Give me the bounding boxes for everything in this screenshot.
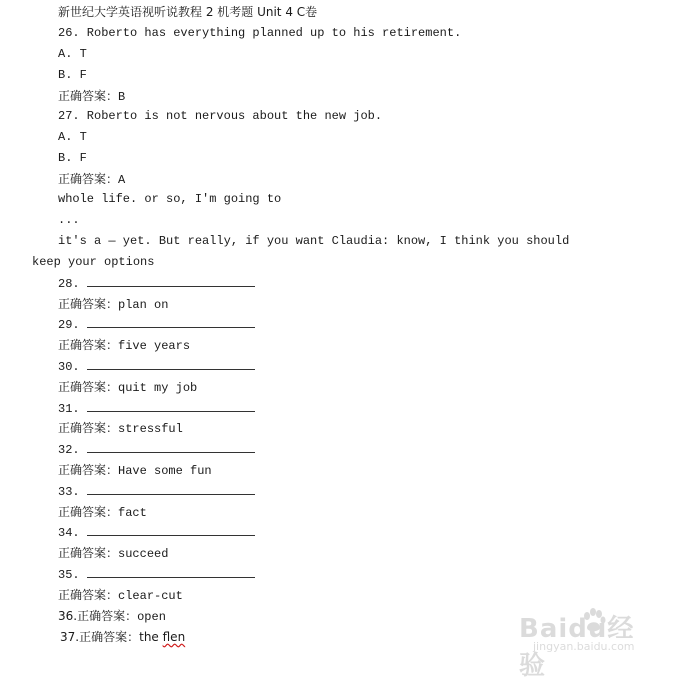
- misspelled-word: flen: [162, 630, 186, 644]
- blank-28-answer: [58, 296, 168, 312]
- question-26-option-a: A. T: [58, 47, 87, 61]
- answer-label: 正确答案: [58, 505, 107, 519]
- blank-line: [87, 483, 255, 495]
- blank-number: 30.: [58, 360, 80, 374]
- blank-line: [87, 400, 255, 412]
- baidu-jingyan-watermark: [519, 606, 659, 681]
- question-27-answer: [58, 171, 125, 187]
- question-36-answer: [58, 608, 166, 624]
- blank-number: 29.: [58, 318, 80, 332]
- answer-value: ：open: [125, 610, 166, 624]
- blank-number: 33.: [58, 485, 80, 499]
- question-26-text: 26. Roberto has everything planned up to his retirement.: [58, 26, 462, 40]
- blank-line: [87, 524, 255, 536]
- answer-value: ：Have some fun: [106, 464, 212, 478]
- paw-icon: [581, 608, 607, 634]
- blank-29: [58, 316, 255, 332]
- blank-35: [58, 566, 255, 582]
- question-26-option-b: B. F: [58, 68, 87, 82]
- answer-label: 正确答案: [77, 609, 126, 623]
- answer-label: 正确答案: [79, 630, 128, 644]
- answer-value: ：plan on: [106, 298, 169, 312]
- blank-number: 28.: [58, 277, 80, 291]
- question-number: 36.: [58, 609, 78, 623]
- answer-value: ：A: [106, 173, 126, 187]
- answer-label: 正确答案: [58, 89, 107, 103]
- answer-label: 正确答案: [58, 463, 107, 477]
- question-27-text: 27. Roberto is not nervous about the new job.: [58, 109, 383, 123]
- blank-line: [87, 316, 255, 328]
- passage-line-3: keep your options: [32, 255, 155, 269]
- blank-33-answer: [58, 504, 147, 520]
- blank-35-answer: [58, 587, 183, 603]
- question-27-option-b: B. F: [58, 151, 87, 165]
- answer-label: 正确答案: [58, 380, 107, 394]
- blank-line: [87, 566, 255, 578]
- passage-line-1: whole life. or so, I'm going to: [58, 192, 282, 206]
- answer-value: ：clear-cut: [106, 589, 183, 603]
- blank-31: [58, 400, 255, 416]
- blank-29-answer: [58, 337, 190, 353]
- answer-value: ：fact: [106, 506, 147, 520]
- question-number: 37.: [60, 630, 80, 644]
- answer-value: ：quit my job: [106, 381, 198, 395]
- question-26-answer: [58, 88, 125, 104]
- document-title: 新世纪大学英语视听说教程 2 机考题 Unit 4 C卷: [58, 5, 318, 19]
- blank-number: 35.: [58, 568, 80, 582]
- blank-30: [58, 358, 255, 374]
- answer-label: 正确答案: [58, 297, 107, 311]
- blank-34: [58, 524, 255, 540]
- answer-label: 正确答案: [58, 588, 107, 602]
- blank-28: [58, 275, 255, 291]
- watermark-url: jingyan.baidu.com: [533, 640, 635, 653]
- answer-value: ：stressful: [106, 422, 183, 436]
- answer-label: 正确答案: [58, 338, 107, 352]
- question-37-answer: [60, 629, 185, 645]
- passage-line-2: it's a — yet. But really, if you want Claudia: know, I think you should: [58, 234, 570, 248]
- answer-label: 正确答案: [58, 546, 107, 560]
- watermark-brand: Baidu经验: [519, 614, 635, 681]
- blank-number: 32.: [58, 443, 80, 457]
- blank-line: [87, 358, 255, 370]
- blank-34-answer: [58, 545, 168, 561]
- answer-label: 正确答案: [58, 172, 107, 186]
- question-27-option-a: A. T: [58, 130, 87, 144]
- blank-32-answer: [58, 462, 212, 478]
- answer-value: ：the: [127, 630, 163, 644]
- passage-ellipsis: ...: [58, 213, 80, 227]
- blank-33: [58, 483, 255, 499]
- answer-value: ：five years: [106, 339, 191, 353]
- blank-31-answer: [58, 420, 183, 436]
- answer-label: 正确答案: [58, 421, 107, 435]
- blank-number: 31.: [58, 402, 80, 416]
- answer-value: ：B: [106, 90, 126, 104]
- answer-value: ：succeed: [106, 547, 169, 561]
- blank-number: 34.: [58, 526, 80, 540]
- blank-line: [87, 441, 255, 453]
- blank-32: [58, 441, 255, 457]
- blank-30-answer: [58, 379, 197, 395]
- blank-line: [87, 275, 255, 287]
